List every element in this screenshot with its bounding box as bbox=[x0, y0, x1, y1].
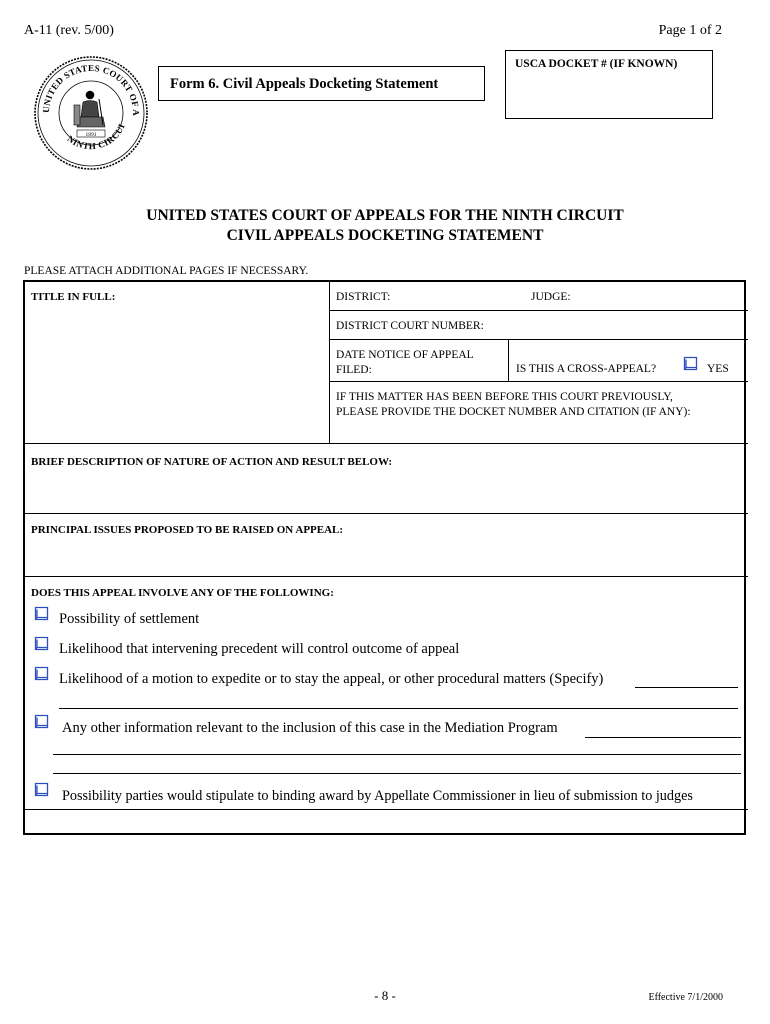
effective-date: Effective 7/1/2000 bbox=[648, 992, 723, 1003]
principal-issues-field[interactable] bbox=[27, 542, 746, 574]
precedent-checkbox[interactable] bbox=[34, 636, 49, 651]
divider bbox=[25, 513, 748, 514]
mediation-info-line[interactable] bbox=[585, 737, 741, 738]
settlement-checkbox[interactable] bbox=[34, 606, 49, 621]
divider bbox=[25, 576, 748, 577]
main-title-line2: CIVIL APPEALS DOCKETING STATEMENT bbox=[226, 227, 544, 244]
previous-matter-line1: IF THIS MATTER HAS BEEN BEFORE THIS COURT PREVIOUSLY, bbox=[336, 391, 673, 403]
brief-description-label: BRIEF DESCRIPTION OF NATURE OF ACTION AND RESULT BELOW: bbox=[31, 456, 393, 468]
checkbox-icon bbox=[34, 666, 49, 681]
divider bbox=[508, 339, 509, 381]
district-label: DISTRICT: bbox=[336, 291, 391, 303]
form-code: A-11 (rev. 5/00) bbox=[24, 23, 114, 38]
attach-note: PLEASE ATTACH ADDITIONAL PAGES IF NECESSARY. bbox=[24, 265, 309, 277]
previous-matter-line2: PLEASE PROVIDE THE DOCKET NUMBER AND CITATION (IF ANY): bbox=[336, 406, 691, 418]
mediation-info-line[interactable] bbox=[53, 773, 741, 774]
date-notice-line1: DATE NOTICE OF APPEAL bbox=[336, 349, 474, 361]
checkbox-icon bbox=[34, 782, 49, 797]
mediation-info-checkbox[interactable] bbox=[34, 714, 49, 729]
cross-appeal-yes-label: YES bbox=[707, 363, 729, 375]
principal-issues-label: PRINCIPAL ISSUES PROPOSED TO BE RAISED ON APPEAL: bbox=[31, 524, 344, 536]
previous-matter-label bbox=[336, 390, 691, 420]
settlement-option-label: Possibility of settlement bbox=[59, 611, 200, 627]
motion-expedite-option-label: Likelihood of a motion to expedite or to stay the appeal, or other procedural matters (Specify) bbox=[59, 671, 604, 687]
additional-notes-field[interactable] bbox=[27, 811, 746, 833]
checkbox-icon bbox=[34, 606, 49, 621]
checkbox-icon bbox=[34, 636, 49, 651]
cross-appeal-label: IS THIS A CROSS-APPEAL? bbox=[516, 363, 657, 375]
page-number: - 8 - bbox=[374, 988, 396, 1003]
date-notice-label bbox=[336, 348, 474, 378]
seal-bottom-text: NINTH CIRCUI bbox=[65, 121, 127, 152]
divider bbox=[329, 381, 748, 382]
docketing-form-table bbox=[23, 280, 746, 835]
divider bbox=[25, 809, 748, 810]
page-indicator: Page 1 of 2 bbox=[658, 23, 722, 38]
binding-award-option-label: Possibility parties would stipulate to binding award by Appellate Commissioner in lieu of submission to judges bbox=[62, 788, 693, 804]
divider bbox=[25, 443, 748, 444]
title-in-full-field[interactable] bbox=[27, 308, 327, 441]
binding-award-checkbox[interactable] bbox=[34, 782, 49, 797]
divider bbox=[329, 282, 330, 443]
mediation-info-line[interactable] bbox=[53, 754, 741, 755]
seal-top-text: UNITED STATES COURT OF A bbox=[40, 62, 142, 117]
form-title: Form 6. Civil Appeals Docketing Statement bbox=[158, 66, 485, 101]
specify-line[interactable] bbox=[635, 687, 738, 688]
involve-heading: DOES THIS APPEAL INVOLVE ANY OF THE FOLLOWING: bbox=[31, 587, 334, 599]
docket-number-field[interactable] bbox=[505, 50, 713, 119]
brief-description-field[interactable] bbox=[27, 474, 746, 511]
motion-expedite-checkbox[interactable] bbox=[34, 666, 49, 681]
checkbox-icon bbox=[34, 714, 49, 729]
specify-line[interactable] bbox=[59, 708, 738, 709]
court-seal bbox=[33, 55, 149, 171]
date-notice-line2: FILED: bbox=[336, 364, 372, 376]
main-title bbox=[0, 206, 770, 246]
main-title-line1: UNITED STATES COURT OF APPEALS FOR THE NINTH CIRCUIT bbox=[146, 207, 624, 224]
mediation-info-option-label: Any other information relevant to the inclusion of this case in the Mediation Program bbox=[62, 720, 558, 736]
precedent-option-label: Likelihood that intervening precedent will control outcome of appeal bbox=[59, 641, 460, 657]
title-in-full-label: TITLE IN FULL: bbox=[31, 291, 116, 303]
judge-label: JUDGE: bbox=[531, 291, 571, 303]
docket-number-label: USCA DOCKET # (IF KNOWN) bbox=[515, 58, 678, 70]
divider bbox=[329, 339, 748, 340]
checkbox-icon bbox=[683, 356, 698, 371]
divider bbox=[329, 310, 748, 311]
cross-appeal-checkbox[interactable] bbox=[683, 356, 698, 371]
seal-year: 1891 bbox=[85, 132, 97, 138]
district-court-number-label: DISTRICT COURT NUMBER: bbox=[336, 320, 484, 332]
